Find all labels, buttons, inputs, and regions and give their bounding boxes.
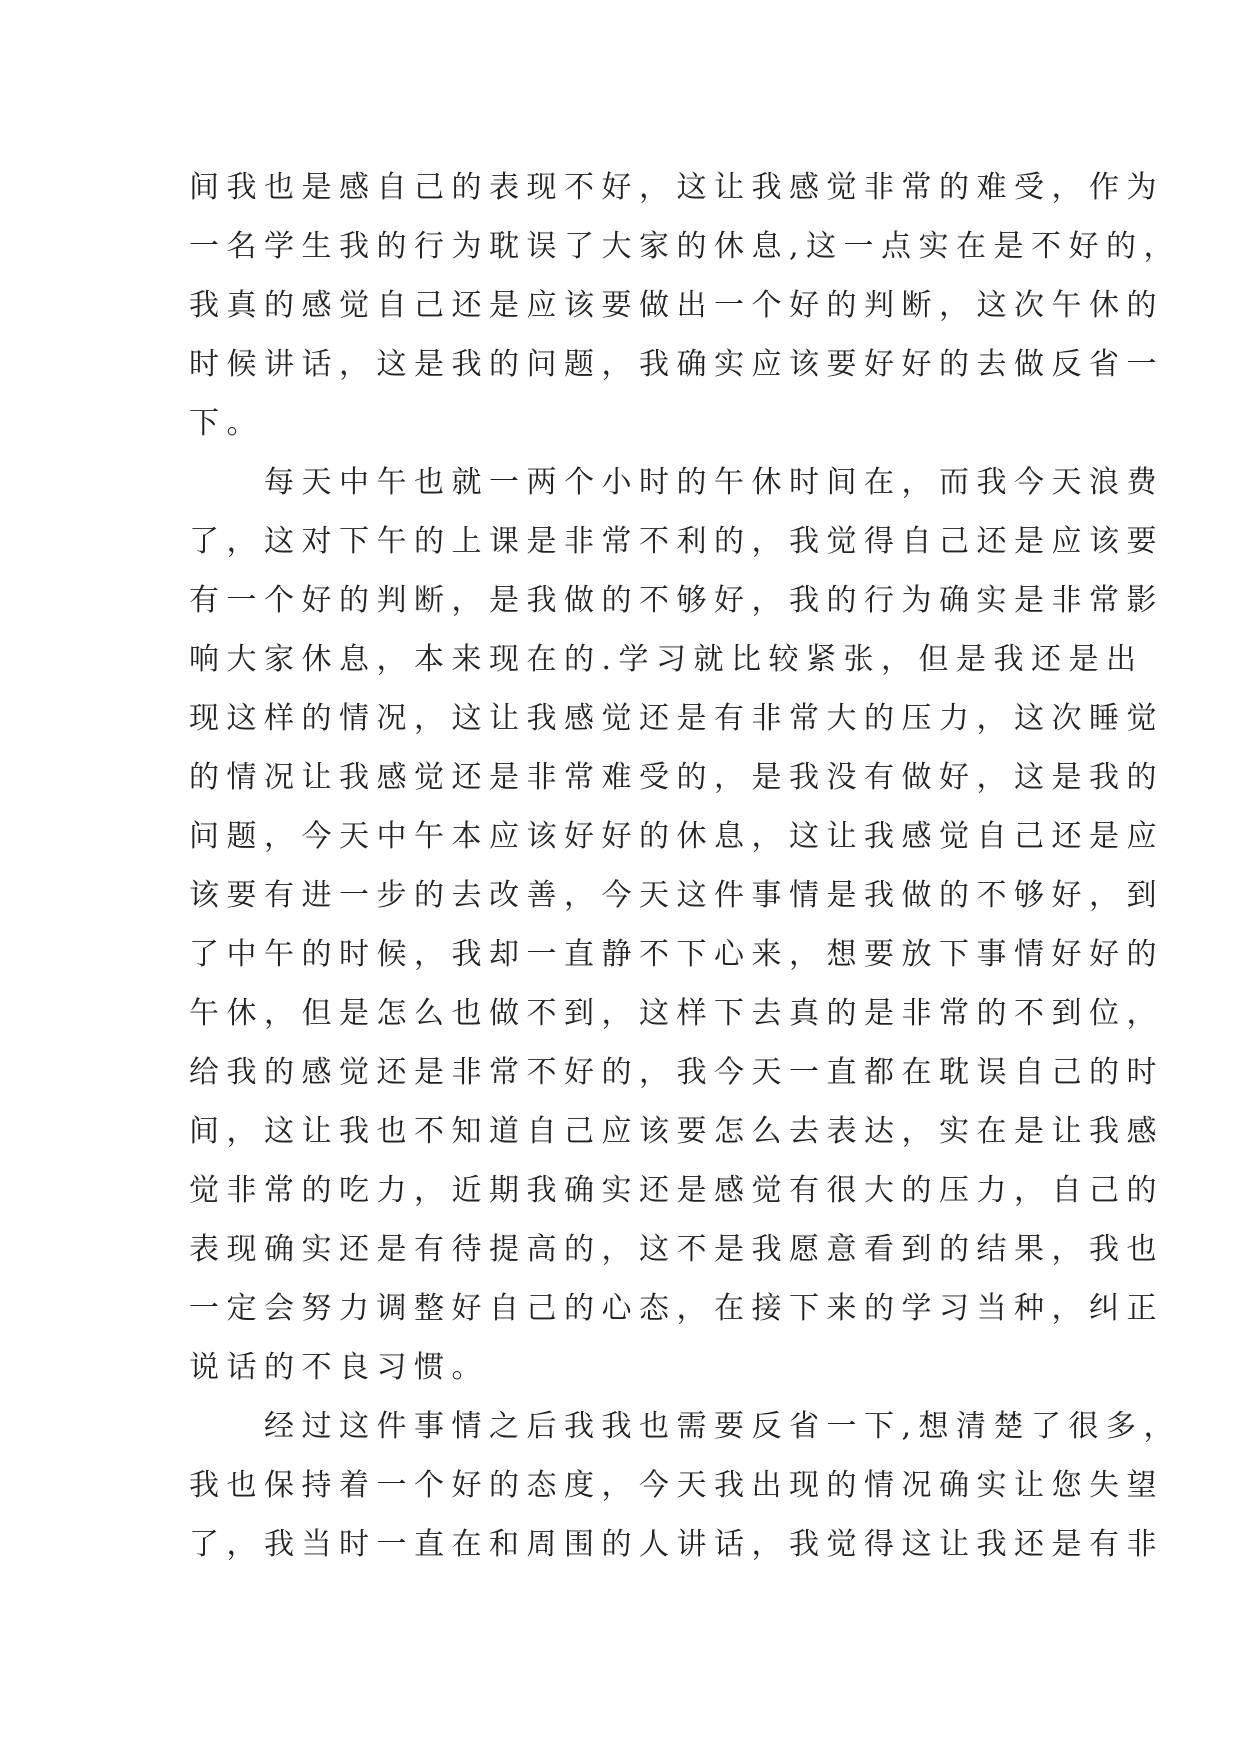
text-line: 问题，今天中午本应该好好的休息，这让我感觉自己还是应: [189, 819, 1164, 854]
text-line: 现这样的情况，这让我感觉还是有非常大的压力，这次睡觉: [189, 701, 1164, 736]
text-line: 我也保持着一个好的态度，今天我出现的情况确实让您失望: [189, 1468, 1164, 1503]
text-line: 时候讲话，这是我的问题，我确实应该要好好的去做反省一: [189, 347, 1164, 382]
text-line: 说话的不良习惯。: [189, 1350, 489, 1385]
text-line: 响大家休息，本来现在的.学习就比较紧张，但是我还是出: [189, 642, 1144, 677]
text-line: 给我的感觉还是非常不好的，我今天一直都在耽误自己的时: [189, 1055, 1164, 1090]
body-text: [189, 158, 1182, 1574]
text-line: 的情况让我感觉还是非常难受的，是我没有做好，这是我的: [189, 760, 1164, 795]
text-line: 该要有进一步的去改善，今天这件事情是我做的不够好，到: [189, 878, 1164, 913]
text-line: 了，这对下午的上课是非常不利的，我觉得自己还是应该要: [189, 524, 1164, 559]
text-line: 了中午的时候，我却一直静不下心来，想要放下事情好好的: [189, 937, 1164, 972]
text-line: 午休，但是怎么也做不到，这样下去真的是非常的不到位，: [189, 996, 1164, 1031]
text-line: 了，我当时一直在和周围的人讲话，我觉得这让我还是有非: [189, 1527, 1164, 1562]
text-line: 间，这让我也不知道自己应该要怎么去表达，实在是让我感: [189, 1114, 1164, 1149]
text-line: 一定会努力调整好自己的心态，在接下来的学习当种，纠正: [189, 1291, 1164, 1326]
text-line: 觉非常的吃力，近期我确实还是感觉有很大的压力，自己的: [189, 1173, 1164, 1208]
text-line: 间我也是感自己的表现不好，这让我感觉非常的难受，作为: [189, 170, 1164, 205]
text-line: 每天中午也就一两个小时的午休时间在，而我今天浪费: [189, 465, 1164, 500]
text-line: 一名学生我的行为耽误了大家的休息,这一点实在是不好的，: [189, 229, 1182, 264]
text-line: 经过这件事情之后我我也需要反省一下,想清楚了很多，: [189, 1409, 1182, 1444]
text-line: 下。: [189, 406, 264, 441]
text-line: 我真的感觉自己还是应该要做出一个好的判断，这次午休的: [189, 288, 1164, 323]
text-line: 表现确实还是有待提高的，这不是我愿意看到的结果，我也: [189, 1232, 1164, 1267]
text-line: 有一个好的判断，是我做的不够好，我的行为确实是非常影: [189, 583, 1164, 618]
